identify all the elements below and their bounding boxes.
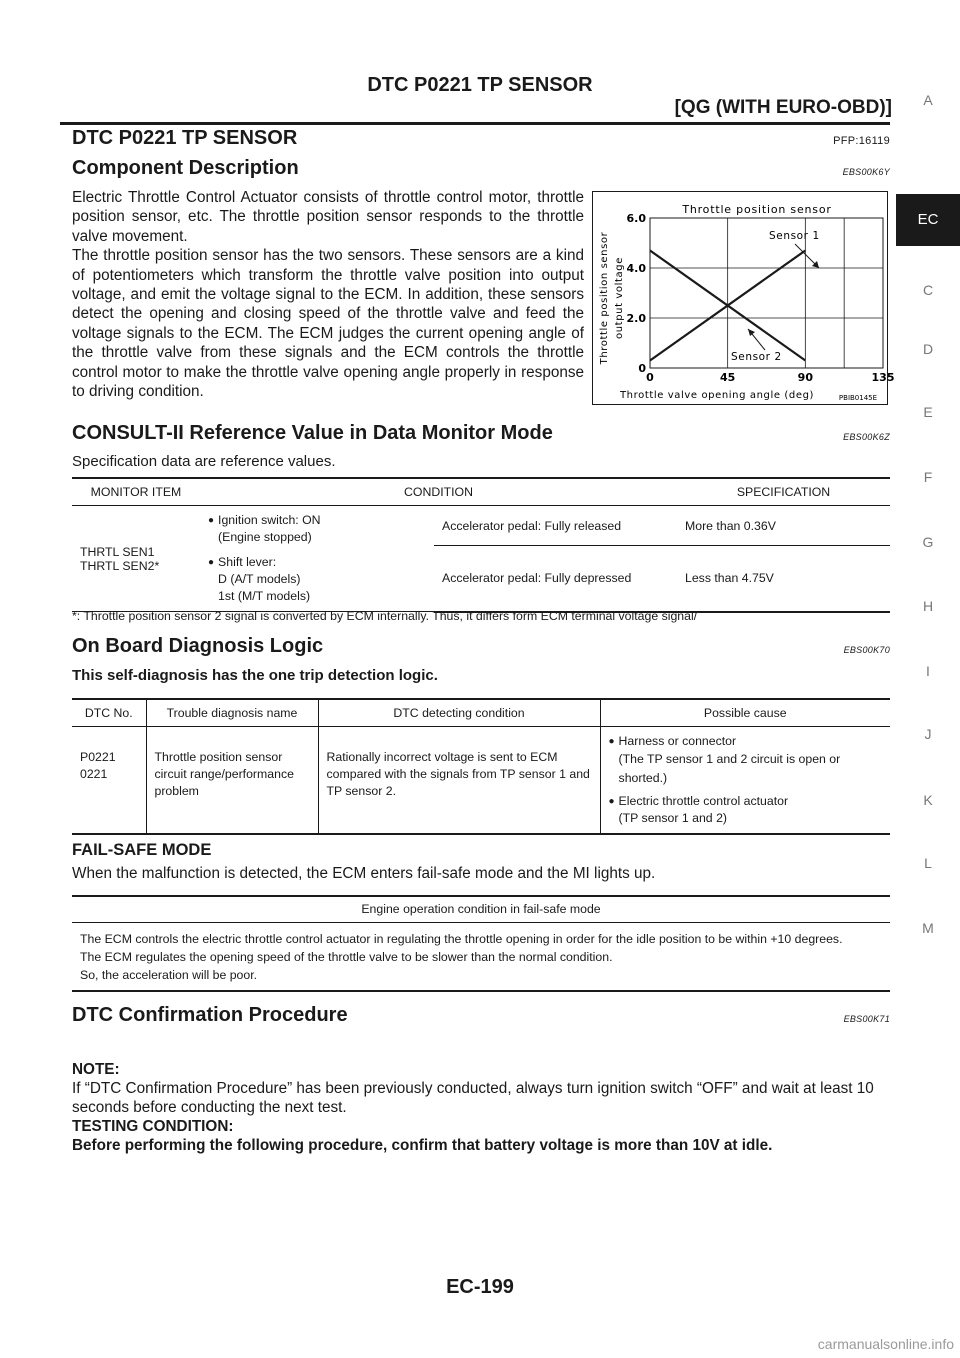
component-description-title: Component Description <box>72 157 299 179</box>
header-divider <box>60 122 890 125</box>
detecting-condition-cell: Rationally incorrect voltage is sent to ECM compared with the signals from TP sensor 1 and TP sensor 2. <box>318 727 600 835</box>
obd-header-name: Trouble diagnosis name <box>146 699 318 727</box>
index-tab-l[interactable]: L <box>924 855 932 871</box>
chart-ylabel-line1: Throttle position sensor <box>599 231 610 365</box>
cause-2-title: Electric throttle control actuator <box>618 794 789 808</box>
part-code: PFP:16119 <box>833 135 890 147</box>
condition-cell: Accelerator pedal: Fully released <box>434 506 677 546</box>
obd-code: EBS00K70 <box>843 645 890 655</box>
failsafe-header: Engine operation condition in fail-safe mode <box>72 896 890 923</box>
chart-y-tick-label: 6.0 <box>626 212 646 225</box>
cause-1-title: Harness or connector <box>618 734 737 748</box>
monitor-item-1: THRTL SEN1 <box>80 544 155 559</box>
failsafe-table <box>72 895 890 992</box>
condition-bullet-2 <box>208 554 426 605</box>
condition-a-line-2: (Engine stopped) <box>218 530 312 544</box>
chart-grid <box>650 218 883 368</box>
component-description-code: EBS00K6Y <box>842 167 890 177</box>
sensor-1-label: Sensor 1 <box>769 230 820 242</box>
obd-table <box>72 698 890 835</box>
failsafe-line-3: So, the acceleration will be poor. <box>80 968 258 982</box>
index-tab-k[interactable]: K <box>923 792 933 808</box>
sensor-2-label: Sensor 2 <box>731 351 782 363</box>
condition-cell: Accelerator pedal: Fully depressed <box>434 546 677 612</box>
obd-title: On Board Diagnosis Logic <box>72 635 324 657</box>
note-text: If “DTC Confirmation Procedure” has been previously conducted, always turn ignition switch “OFF” and wait at least 10 seconds before conducting the next test. <box>72 1080 874 1116</box>
index-tab-i[interactable]: I <box>926 663 930 679</box>
testing-condition-text: Before performing the following procedure, confirm that battery voltage is more than 10V at idle. <box>72 1137 773 1154</box>
chart-xlabel: Throttle valve opening angle (deg) <box>619 390 815 401</box>
section-title: DTC P0221 TP SENSOR <box>72 127 298 149</box>
sensor-2-arrow-icon <box>748 329 755 336</box>
chart-title: Throttle position sensor <box>682 203 832 216</box>
consult-table-header <box>72 478 890 506</box>
chart-y-tick-label: 4.0 <box>626 262 646 275</box>
consult-header-monitor: MONITOR ITEM <box>72 478 200 506</box>
cause-1-detail: (The TP sensor 1 and 2 circuit is open or shorted.) <box>618 752 841 785</box>
chart-x-tick-label: 0 <box>646 371 654 384</box>
failsafe-line-1: The ECM controls the electric throttle control actuator in regulating the throttle opening in order for the idle position to be within +10 degrees. <box>80 932 843 946</box>
throttle-sensor-chart <box>593 192 895 404</box>
chart-series-labels <box>731 230 820 363</box>
spec-cell: More than 0.36V <box>677 506 890 546</box>
bullet-icon: ● <box>608 796 615 807</box>
possible-cause-cell <box>600 727 890 835</box>
index-tab-g[interactable]: G <box>922 534 934 550</box>
obd-header-cause: Possible cause <box>600 699 890 727</box>
chart-plot-frame <box>650 218 883 368</box>
condition-a-line-1: Ignition switch: ON <box>218 513 321 527</box>
monitor-item-2: THRTL SEN2* <box>80 558 160 573</box>
chart-y-tick-label: 0 <box>638 362 646 375</box>
condition-bullet-1 <box>208 512 426 546</box>
throttle-sensor-graph <box>592 191 895 405</box>
chart-ylabel-line2: output voltage <box>614 257 625 339</box>
failsafe-cell <box>72 923 890 992</box>
dtc-number-cell <box>72 727 146 835</box>
failsafe-intro: When the malfunction is detected, the ECM enters fail-safe mode and the MI lights up. <box>72 865 656 882</box>
consult-intro: Specification data are reference values. <box>72 453 336 470</box>
chart-x-tick-label: 90 <box>797 371 813 384</box>
cause-2-detail: (TP sensor 1 and 2) <box>618 811 727 825</box>
obd-intro: This self-diagnosis has the one trip detection logic. <box>72 667 438 684</box>
condition-b-line-3: 1st (M/T models) <box>218 589 311 603</box>
table-row <box>72 727 890 835</box>
bullet-icon: ● <box>608 736 615 747</box>
chart-y-tick-label: 2.0 <box>626 312 646 325</box>
dtc-number-1: P0221 <box>80 750 116 764</box>
index-tab-c[interactable]: C <box>922 282 934 298</box>
consult-header-spec: SPECIFICATION <box>677 478 890 506</box>
page-header-title: DTC P0221 TP SENSOR <box>367 74 593 96</box>
consult-header-condition: CONDITION <box>200 478 677 506</box>
consult-title: CONSULT-II Reference Value in Data Monitor Mode <box>72 422 553 444</box>
chart-x-tick-label: 45 <box>720 371 736 384</box>
trouble-name-cell: Throttle position sensor circuit range/performance problem <box>146 727 318 835</box>
failsafe-title: FAIL-SAFE MODE <box>72 841 212 859</box>
testing-condition-label: TESTING CONDITION: <box>72 1118 234 1135</box>
obd-table-header <box>72 699 890 727</box>
table-row <box>72 506 890 546</box>
watermark: carmanualsonline.info <box>817 1336 954 1352</box>
consult-footnote: *: Throttle position sensor 2 signal is converted by ECM internally. Thus, it differs form ECM terminal voltage signal/ <box>72 609 698 623</box>
chart-x-tick-label: 135 <box>871 371 895 384</box>
spec-cell: Less than 4.75V <box>677 546 890 612</box>
component-description-text <box>72 188 584 401</box>
failsafe-table-header <box>72 896 890 923</box>
page-number: EC-199 <box>446 1276 514 1298</box>
obd-header-condition: DTC detecting condition <box>318 699 600 727</box>
consult-table <box>72 477 890 613</box>
cause-bullet-1 <box>609 733 883 788</box>
condition-b-line-2: D (A/T models) <box>218 572 301 586</box>
failsafe-line-2: The ECM regulates the opening speed of the throttle valve to be slower than the normal condition. <box>80 950 613 964</box>
index-tab-d[interactable]: D <box>922 341 934 357</box>
confirmation-title: DTC Confirmation Procedure <box>72 1004 348 1026</box>
index-tab-e[interactable]: E <box>923 404 933 420</box>
index-tab-a[interactable]: A <box>923 92 933 108</box>
dtc-number-2: 0221 <box>80 767 108 781</box>
component-description-para-2: The throttle position sensor has the two sensors. These sensors are a kind of potentiometers which transform the throttle valve position into output voltage, and emit the voltage signal to the ECM. In addition, these sensors detect the opening and closing speed of the throttle valve and feed the voltage signals to the ECM. The ECM judges the current opening angle of the throttle valve from these signals and the ECM controls the throttle control motor to make the throttle valve opening angle properly in response to driving condition. <box>72 247 584 401</box>
confirmation-code: EBS00K71 <box>843 1014 890 1024</box>
index-tab-h[interactable]: H <box>922 598 934 614</box>
note-label: NOTE: <box>72 1061 120 1078</box>
shared-condition-cell <box>200 506 434 612</box>
confirmation-body <box>72 1060 890 1155</box>
obd-header-dtc: DTC No. <box>72 699 146 727</box>
index-tab-m[interactable]: M <box>922 920 934 936</box>
consult-code: EBS00K6Z <box>843 432 890 442</box>
index-tab-f[interactable]: F <box>923 469 933 485</box>
component-description-para-1: Electric Throttle Control Actuator consists of throttle control motor, throttle position sensor, etc. The throttle position sensor responds to the throttle valve movement. <box>72 189 584 245</box>
bullet-icon: ● <box>208 557 215 568</box>
page-header-subtitle: [QG (WITH EURO-OBD)] <box>674 97 892 118</box>
index-tab-j[interactable]: J <box>924 726 932 742</box>
bullet-icon: ● <box>208 515 215 526</box>
table-row <box>72 923 890 992</box>
cause-bullet-2 <box>609 793 883 827</box>
monitor-item-cell <box>72 506 200 612</box>
chart-figure-id: PBIB0145E <box>838 394 878 402</box>
index-tab-ec[interactable]: EC <box>896 194 960 246</box>
condition-b-line-1: Shift lever: <box>218 555 277 569</box>
